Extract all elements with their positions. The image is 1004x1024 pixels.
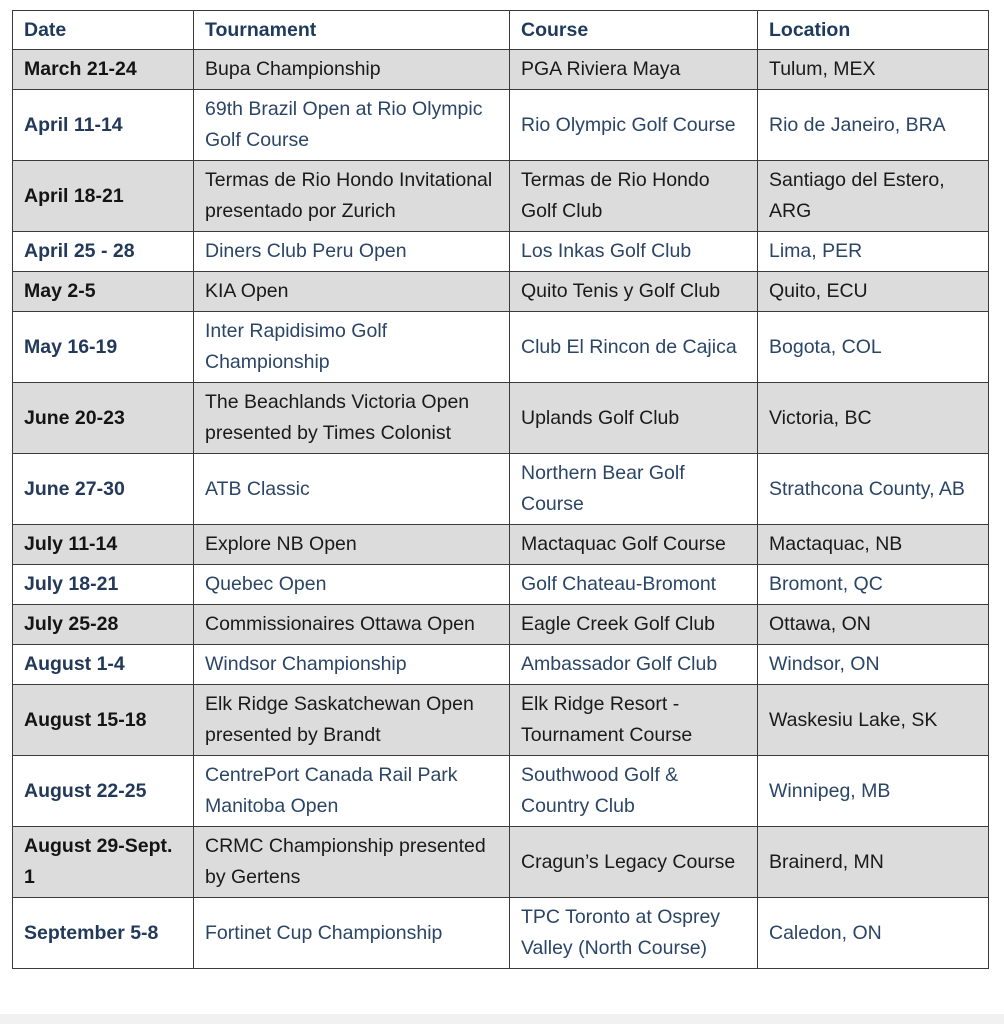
date-cell: July 25-28 xyxy=(13,605,194,645)
location-cell: Mactaquac, NB xyxy=(758,525,989,565)
page-bottom-edge xyxy=(0,1014,1004,1024)
location-cell[interactable]: Winnipeg, MB xyxy=(758,756,989,827)
location-cell: Ottawa, ON xyxy=(758,605,989,645)
location-cell: Quito, ECU xyxy=(758,272,989,312)
location-cell[interactable]: Windsor, ON xyxy=(758,645,989,685)
table-row xyxy=(13,232,989,272)
course-cell: Quito Tenis y Golf Club xyxy=(510,272,758,312)
course-cell: Eagle Creek Golf Club xyxy=(510,605,758,645)
date-cell: June 27-30 xyxy=(13,454,194,525)
tournament-cell: KIA Open xyxy=(194,272,510,312)
table-row xyxy=(13,312,989,383)
table-row xyxy=(13,605,989,645)
location-cell: Santiago del Estero, ARG xyxy=(758,161,989,232)
table-row xyxy=(13,565,989,605)
course-cell[interactable]: Los Inkas Golf Club xyxy=(510,232,758,272)
table-row xyxy=(13,90,989,161)
course-cell[interactable]: Golf Chateau-Bromont xyxy=(510,565,758,605)
course-cell: Termas de Rio Hondo Golf Club xyxy=(510,161,758,232)
table-row xyxy=(13,756,989,827)
table-row xyxy=(13,685,989,756)
tournament-cell: Elk Ridge Saskatchewan Open presented by Brandt xyxy=(194,685,510,756)
schedule-table-container xyxy=(12,10,988,969)
column-header-date: Date xyxy=(13,11,194,50)
location-cell[interactable]: Bogota, COL xyxy=(758,312,989,383)
table-row xyxy=(13,827,989,898)
date-cell: May 16-19 xyxy=(13,312,194,383)
date-cell: August 22-25 xyxy=(13,756,194,827)
location-cell[interactable]: Caledon, ON xyxy=(758,898,989,969)
date-cell: June 20-23 xyxy=(13,383,194,454)
tournament-cell[interactable]: CentrePort Canada Rail Park Manitoba Open xyxy=(194,756,510,827)
tournament-cell: Commissionaires Ottawa Open xyxy=(194,605,510,645)
course-cell: Uplands Golf Club xyxy=(510,383,758,454)
tournament-cell[interactable]: ATB Classic xyxy=(194,454,510,525)
tournament-cell: Explore NB Open xyxy=(194,525,510,565)
table-row xyxy=(13,383,989,454)
location-cell: Tulum, MEX xyxy=(758,50,989,90)
location-cell[interactable]: Strathcona County, AB xyxy=(758,454,989,525)
table-row xyxy=(13,525,989,565)
date-cell: May 2-5 xyxy=(13,272,194,312)
course-cell: PGA Riviera Maya xyxy=(510,50,758,90)
course-cell: Mactaquac Golf Course xyxy=(510,525,758,565)
location-cell[interactable]: Rio de Janeiro, BRA xyxy=(758,90,989,161)
date-cell: August 15-18 xyxy=(13,685,194,756)
date-cell: March 21-24 xyxy=(13,50,194,90)
location-cell[interactable]: Lima, PER xyxy=(758,232,989,272)
table-row xyxy=(13,898,989,969)
table-row xyxy=(13,454,989,525)
date-cell: July 11-14 xyxy=(13,525,194,565)
date-cell: April 25 - 28 xyxy=(13,232,194,272)
date-cell: August 1-4 xyxy=(13,645,194,685)
course-cell[interactable]: TPC Toronto at Osprey Valley (North Course) xyxy=(510,898,758,969)
course-cell[interactable]: Club El Rincon de Cajica xyxy=(510,312,758,383)
course-cell[interactable]: Rio Olympic Golf Course xyxy=(510,90,758,161)
table-row xyxy=(13,645,989,685)
table-header-row xyxy=(13,11,989,50)
location-cell: Victoria, BC xyxy=(758,383,989,454)
table-row xyxy=(13,161,989,232)
tournament-cell[interactable]: Fortinet Cup Championship xyxy=(194,898,510,969)
date-cell: July 18-21 xyxy=(13,565,194,605)
date-cell: August 29-Sept. 1 xyxy=(13,827,194,898)
location-cell: Waskesiu Lake, SK xyxy=(758,685,989,756)
date-cell: April 11-14 xyxy=(13,90,194,161)
tournament-cell[interactable]: Windsor Championship xyxy=(194,645,510,685)
course-cell[interactable]: Southwood Golf & Country Club xyxy=(510,756,758,827)
table-row xyxy=(13,50,989,90)
date-cell: April 18-21 xyxy=(13,161,194,232)
column-header-tournament: Tournament xyxy=(194,11,510,50)
course-cell: Cragun’s Legacy Course xyxy=(510,827,758,898)
table-body xyxy=(13,50,989,969)
tournament-cell[interactable]: Inter Rapidisimo Golf Championship xyxy=(194,312,510,383)
tournament-cell[interactable]: Diners Club Peru Open xyxy=(194,232,510,272)
tournament-cell: The Beachlands Victoria Open presented by Times Colonist xyxy=(194,383,510,454)
location-cell[interactable]: Bromont, QC xyxy=(758,565,989,605)
tournament-cell: Termas de Rio Hondo Invitational presentado por Zurich xyxy=(194,161,510,232)
tournament-cell: Bupa Championship xyxy=(194,50,510,90)
schedule-table xyxy=(12,10,989,969)
course-cell[interactable]: Northern Bear Golf Course xyxy=(510,454,758,525)
location-cell: Brainerd, MN xyxy=(758,827,989,898)
course-cell[interactable]: Ambassador Golf Club xyxy=(510,645,758,685)
table-row xyxy=(13,272,989,312)
tournament-cell[interactable]: 69th Brazil Open at Rio Olympic Golf Course xyxy=(194,90,510,161)
tournament-cell: CRMC Championship presented by Gertens xyxy=(194,827,510,898)
date-cell: September 5-8 xyxy=(13,898,194,969)
column-header-course: Course xyxy=(510,11,758,50)
column-header-location: Location xyxy=(758,11,989,50)
tournament-cell[interactable]: Quebec Open xyxy=(194,565,510,605)
course-cell: Elk Ridge Resort - Tournament Course xyxy=(510,685,758,756)
